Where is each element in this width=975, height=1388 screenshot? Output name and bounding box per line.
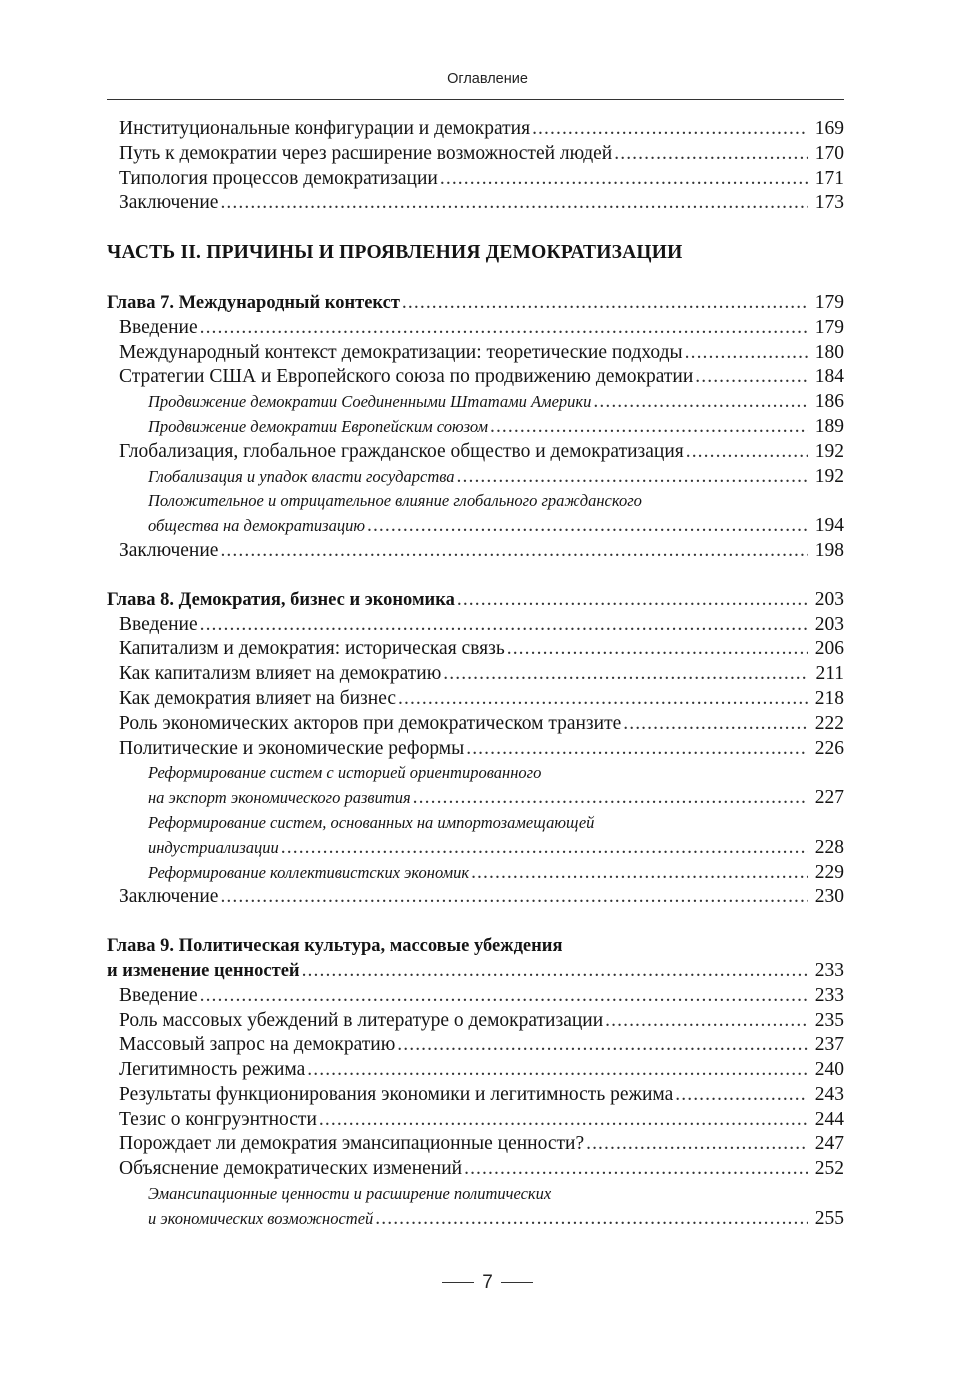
chapter-9-entry[interactable]: и изменение ценностей ..... 233 — [107, 959, 844, 984]
table-of-contents — [107, 117, 844, 1232]
toc-entry[interactable]: Введение ..... 179 — [107, 316, 844, 341]
toc-entry[interactable]: Легитимность режима ..... 240 — [107, 1058, 844, 1083]
toc-subentry[interactable]: общества на демократизацию ..... 194 — [107, 514, 844, 539]
toc-entry[interactable]: Международный контекст демократизации: теоретические подходы ..... 180 — [107, 341, 844, 366]
toc-entry[interactable]: Стратегии США и Европейского союза по продвижению демократии ..... 184 — [107, 365, 844, 390]
toc-entry[interactable]: Тезис о конгруэнтности ..... 244 — [107, 1108, 844, 1133]
toc-entry[interactable]: Глобализация, глобальное гражданское общество и демократизация ..... 192 — [107, 440, 844, 465]
toc-entry[interactable]: Типология процессов демократизации ..... 171 — [107, 167, 844, 192]
toc-entry[interactable]: Заключение ..... 230 — [107, 885, 844, 910]
running-header: Оглавление — [447, 71, 528, 87]
toc-subentry[interactable]: Глобализация и упадок власти государства ..... 192 — [107, 465, 844, 490]
toc-entry[interactable]: Введение ..... 203 — [107, 613, 844, 638]
toc-subentry[interactable]: индустриализации ..... 228 — [107, 836, 844, 861]
page-number: 7 — [482, 1272, 493, 1293]
toc-entry[interactable]: Порождает ли демократия эмансипационные ценности? ..... 247 — [107, 1132, 844, 1157]
toc-page-number: 171 — [814, 167, 844, 189]
toc-subentry[interactable]: Продвижение демократии Европейским союзом ..... 189 — [107, 415, 844, 440]
toc-subentry-line1[interactable]: Эмансипационные ценности и расширение политических — [148, 1184, 552, 1204]
toc-entry[interactable]: Массовый запрос на демократию ..... 237 — [107, 1033, 844, 1058]
toc-entry[interactable]: Объяснение демократических изменений ..... 252 — [107, 1157, 844, 1182]
header-rule — [107, 99, 844, 100]
toc-entry[interactable]: Заключение ..... 173 — [107, 191, 844, 216]
toc-entry[interactable]: Роль массовых убеждений в литературе о демократизации ..... 235 — [107, 1009, 844, 1034]
toc-subentry[interactable]: и экономических возможностей ..... 255 — [107, 1207, 844, 1232]
chapter-7-entry[interactable]: Глава 7. Международный контекст ..... 179 — [107, 291, 844, 316]
toc-entry[interactable]: Политические и экономические реформы ..... 226 — [107, 737, 844, 762]
toc-entry[interactable]: Результаты функционирования экономики и легитимность режима ..... 243 — [107, 1083, 844, 1108]
toc-subentry[interactable]: на экспорт экономического развития ..... 227 — [107, 786, 844, 811]
toc-subentry[interactable]: Продвижение демократии Соединенными Штатами Америки ..... 186 — [107, 390, 844, 415]
toc-subentry[interactable]: Реформирование коллективистских экономик ..... 229 — [107, 861, 844, 886]
part-title: ЧАСТЬ II. ПРИЧИНЫ И ПРОЯВЛЕНИЯ ДЕМОКРАТИЗАЦИИ — [107, 242, 683, 264]
toc-subentry-line1[interactable]: Реформирование систем, основанных на импортозамещающей — [148, 812, 595, 832]
toc-entry[interactable]: Как демократия влияет на бизнес ..... 218 — [107, 687, 844, 712]
toc-page-number: 170 — [814, 142, 844, 164]
footer-dash-right — [501, 1282, 533, 1283]
toc-page-number: 169 — [814, 118, 844, 139]
toc-entry[interactable]: Как капитализм влияет на демократию ..... 211 — [107, 662, 844, 687]
toc-subentry-line1[interactable]: Положительное и отрицательное влияние глобального гражданского — [148, 491, 642, 511]
toc-subentry-line1[interactable]: Реформирование систем с историей ориентированного — [148, 763, 542, 783]
toc-entry[interactable]: Капитализм и демократия: историческая связь ..... 206 — [107, 637, 844, 662]
toc-page-number: 173 — [814, 192, 844, 214]
footer-dash-left — [442, 1282, 474, 1283]
toc-entry[interactable]: Роль экономических акторов при демократическом транзите ..... 222 — [107, 712, 844, 737]
chapter-8-entry[interactable]: Глава 8. Демократия, бизнес и экономика ..... 203 — [107, 588, 844, 613]
page-footer — [0, 1272, 975, 1294]
toc-entry[interactable]: Путь к демократии через расширение возможностей людей ..... 170 — [107, 142, 844, 167]
toc-entry[interactable]: Институциональные конфигурации и демократия ..... 169 — [107, 117, 844, 142]
toc-entry[interactable]: Заключение ..... 198 — [107, 539, 844, 564]
chapter-9-title-line1[interactable]: Глава 9. Политическая культура, массовые убеждения — [107, 936, 563, 957]
toc-entry[interactable]: Введение ..... 233 — [107, 984, 844, 1009]
